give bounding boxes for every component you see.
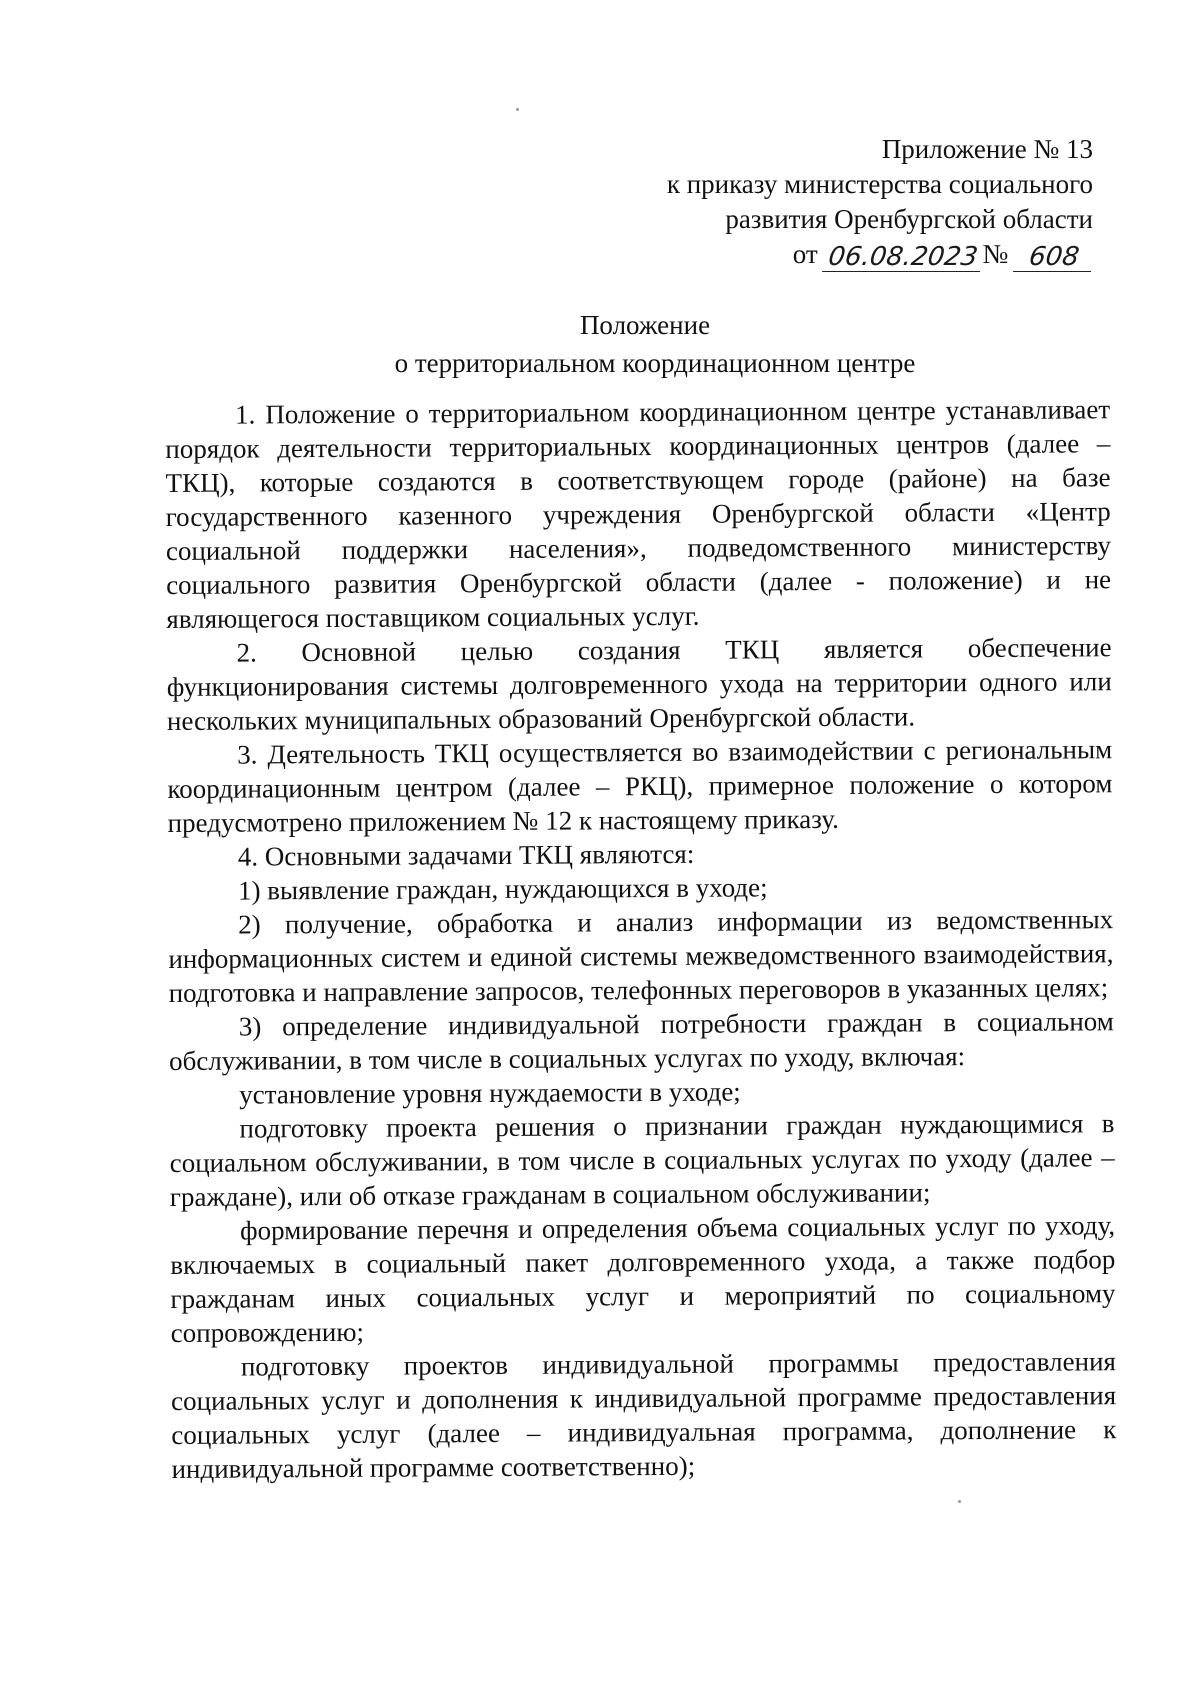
scan-speck xyxy=(958,1500,961,1503)
paragraph-3: 3. Деятельность ТКЦ осуществляется во взаимодействии с региональным координационным центром (далее – РКЦ), примерное положение о котором предусмотрено приложением № 12 к настоящему приказу. xyxy=(167,734,1113,838)
task-item-2: 2) получение, обработка и анализ информации из ведомственных информационных систем и единой системы межведомственного взаимодействия, подготовка и направление запросов, телефонных переговоров в указанных целях; xyxy=(168,904,1114,1008)
paragraph-2: 2. Основной целью создания ТКЦ является обеспечение функционирования системы долговременного ухода на территории одного или нескольких муниципальных образований Оренбургской области. xyxy=(166,632,1112,736)
subitem-program-drafts: подготовку проектов индивидуальной программы предоставления социальных услуг и дополнения к индивидуальной программе предоставления социальных услуг (далее – индивидуальная программа, дополнение к индивидуальной программе соответственно); xyxy=(171,1346,1117,1484)
date-prefix: от xyxy=(792,239,818,269)
handwritten-date: 06.08.2023 xyxy=(822,243,984,272)
subitem-need-level: установление уровня нуждаемости в уходе; xyxy=(239,1076,741,1110)
order-date-number xyxy=(793,237,1093,272)
subitem-decision-draft: подготовку проекта решения о признании граждан нуждающимися в социальном обслуживании, в том числе в социальных услугах по уходу (далее – граждане), или об отказе гражданам в социальном обслуживании; xyxy=(169,1108,1115,1212)
task-item-3: 3) определение индивидуальной потребности граждан в социальном обслуживании, в том числе в социальных услугах по уходу, включая: xyxy=(168,1006,1114,1076)
document-title xyxy=(0,306,1200,382)
title-main: Положение xyxy=(579,310,711,340)
scan-speck xyxy=(516,108,519,111)
appendix-order-ref: к приказу министерства социального xyxy=(666,169,1093,199)
document-body xyxy=(165,392,1117,1486)
appendix-number: Приложение № 13 xyxy=(881,134,1093,164)
paragraph-1: 1. Положение о территориальном координационном центре устанавливает порядок деятельности территориальных координационных центров (далее – ТКЦ), которые создаются в соответствующем городе (районе) на базе государственного казенного учреждения Оренбургской области «Центр социальной поддержки населения», подведомственного министерству социального развития Оренбургской области (далее - положение) и не являющегося поставщиком социальных услуг. xyxy=(165,394,1112,634)
handwritten-number: 608 xyxy=(1013,243,1095,272)
paragraph-4: 4. Основными задачами ТКЦ являются: xyxy=(237,838,695,872)
number-sign: № xyxy=(982,239,1009,269)
task-item-1: 1) выявление граждан, нуждающихся в уходе; xyxy=(237,872,768,906)
appendix-header xyxy=(667,132,1093,272)
title-subtitle: о территориальном координационном центре xyxy=(394,348,916,378)
appendix-ministry: развития Оренбургской области xyxy=(725,204,1093,234)
subitem-services-list: формирование перечня и определения объема социальных услуг по уходу, включаемых в социальный пакет долговременного ухода, а также подбор гражданам иных социальных услуг и мероприятий по социальному сопровождению; xyxy=(170,1210,1116,1348)
